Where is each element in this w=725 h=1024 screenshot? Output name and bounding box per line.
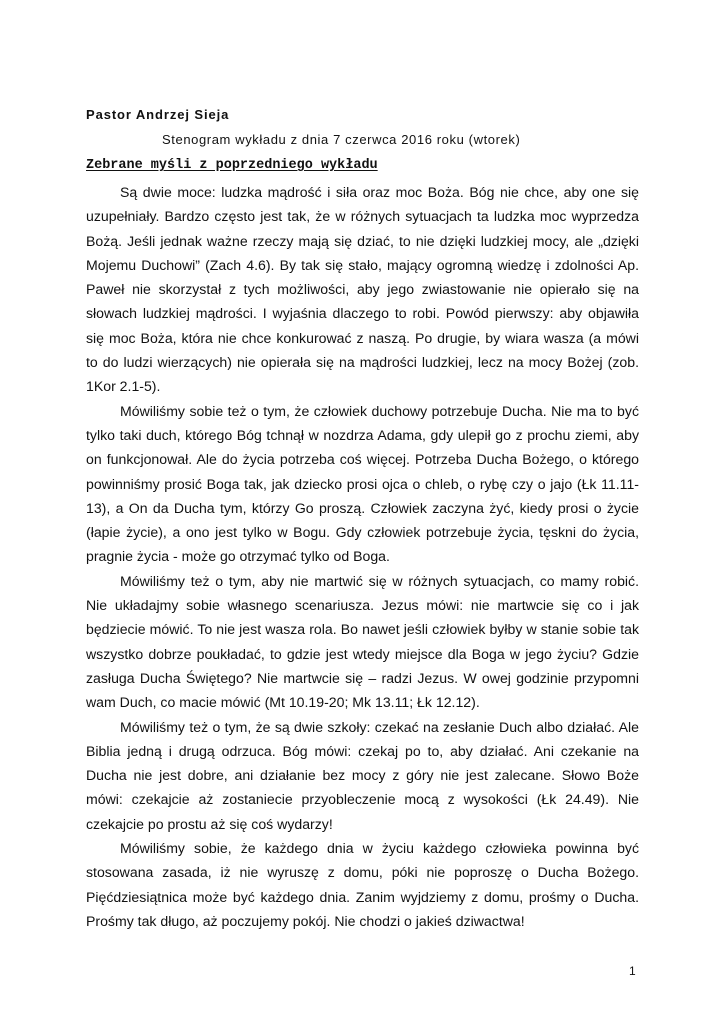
paragraph: Mówiliśmy sobie, że każdego dnia w życiu każdego człowieka powinna być stosowana zasada, iż nie wyruszę z domu, póki nie poproszę o Ducha Bożego. Pięćdziesiątnica może być każdego dnia. Zanim wyjdziemy z domu, prośmy o Ducha. Prośmy tak długo, aż poczujemy pokój. Nie chodzi o jakieś dziwactwa! <box>86 840 639 929</box>
document-subtitle: Stenogram wykładu z dnia 7 czerwca 2016 roku (wtorek) <box>162 132 521 147</box>
body-text <box>86 180 639 933</box>
page-number: 1 <box>629 964 636 978</box>
section-heading: Zebrane myśli z poprzedniego wykładu <box>86 158 378 173</box>
paragraph: Mówiliśmy sobie też o tym, że człowiek duchowy potrzebuje Ducha. Nie ma to być tylko taki duch, którego Bóg tchnął w nozdrza Adama, gdy ulepił go z prochu ziemi, aby on funkcjonował. Ale do życia potrzeba coś więcej. Potrzeba Ducha Bożego, o którego powinniśmy prosić Boga tak, jak dziecko prosi ojca o chleb, o rybę czy o jajo (Łk 11.11-13), a On da Ducha tym, którzy Go proszą. Człowiek zaczyna żyć, kiedy prosi o życie (łapie życie), a ono jest tylko w Bogu. Gdy człowiek potrzebuje życia, tęskni do życia, pragnie życia - może go otrzymać tylko od Boga. <box>86 402 639 565</box>
paragraph: Mówiliśmy też o tym, aby nie martwić się w różnych sytuacjach, co mamy robić. Nie układajmy sobie własnego scenariusza. Jezus mówi: nie martwcie się co i jak będziecie mówić. To nie jest wasza rola. Bo nawet jeśli człowiek byłby w stanie sobie tak wszystko dobrze poukładać, to gdzie jest wtedy miejsce dla Boga w jego życiu? Gdzie zasługa Ducha Świętego? Nie martwcie się – radzi Jezus. W owej godzinie przypomni wam Duch, co macie mówić (Mt 10.19-20; Mk 13.11; Łk 12.12). <box>86 572 639 711</box>
paragraph: Są dwie moce: ludzka mądrość i siła oraz moc Boża. Bóg nie chce, aby one się uzupełniały. Bardzo często jest tak, że w różnych sytuacjach ta ludzka moc wyprzedza Bożą. Jeśli jednak ważne rzeczy mają się dziać, to nie dzięki ludzkiej mocy, ale „dzięki Mojemu Duchowi” (Zach 4.6). By tak się stało, mający ogromną wiedzę i zdolności Ap. Paweł nie skorzystał z tych możliwości, aby jego zwiastowanie nie opierało się na słowach ludzkiej mądrości. I wyjaśnia dlaczego to robi. Powód pierwszy: aby objawiła się moc Boża, która nie chce konkurować z naszą. Po drugie, by wiara wasza (a mówi to do ludzi wierzących) nie opierała się na mądrości ludzkiej, lecz na mocy Bożej (zob. 1Kor 2.1-5). <box>86 184 639 395</box>
author-name: Pastor Andrzej Sieja <box>86 107 230 122</box>
paragraph: Mówiliśmy też o tym, że są dwie szkoły: czekać na zesłanie Duch albo działać. Ale Biblia jedną i drugą odrzuca. Bóg mówi: czekaj po to, aby działać. Ani czekanie na Ducha nie jest dobre, ani działanie bez mocy z góry nie jest zalecane. Słowo Boże mówi: czekajcie aż zostaniecie przyobleczenie mocą z wysokości (Łk 24.49). Nie czekajcie po prostu aż się coś wydarzy! <box>86 718 639 832</box>
